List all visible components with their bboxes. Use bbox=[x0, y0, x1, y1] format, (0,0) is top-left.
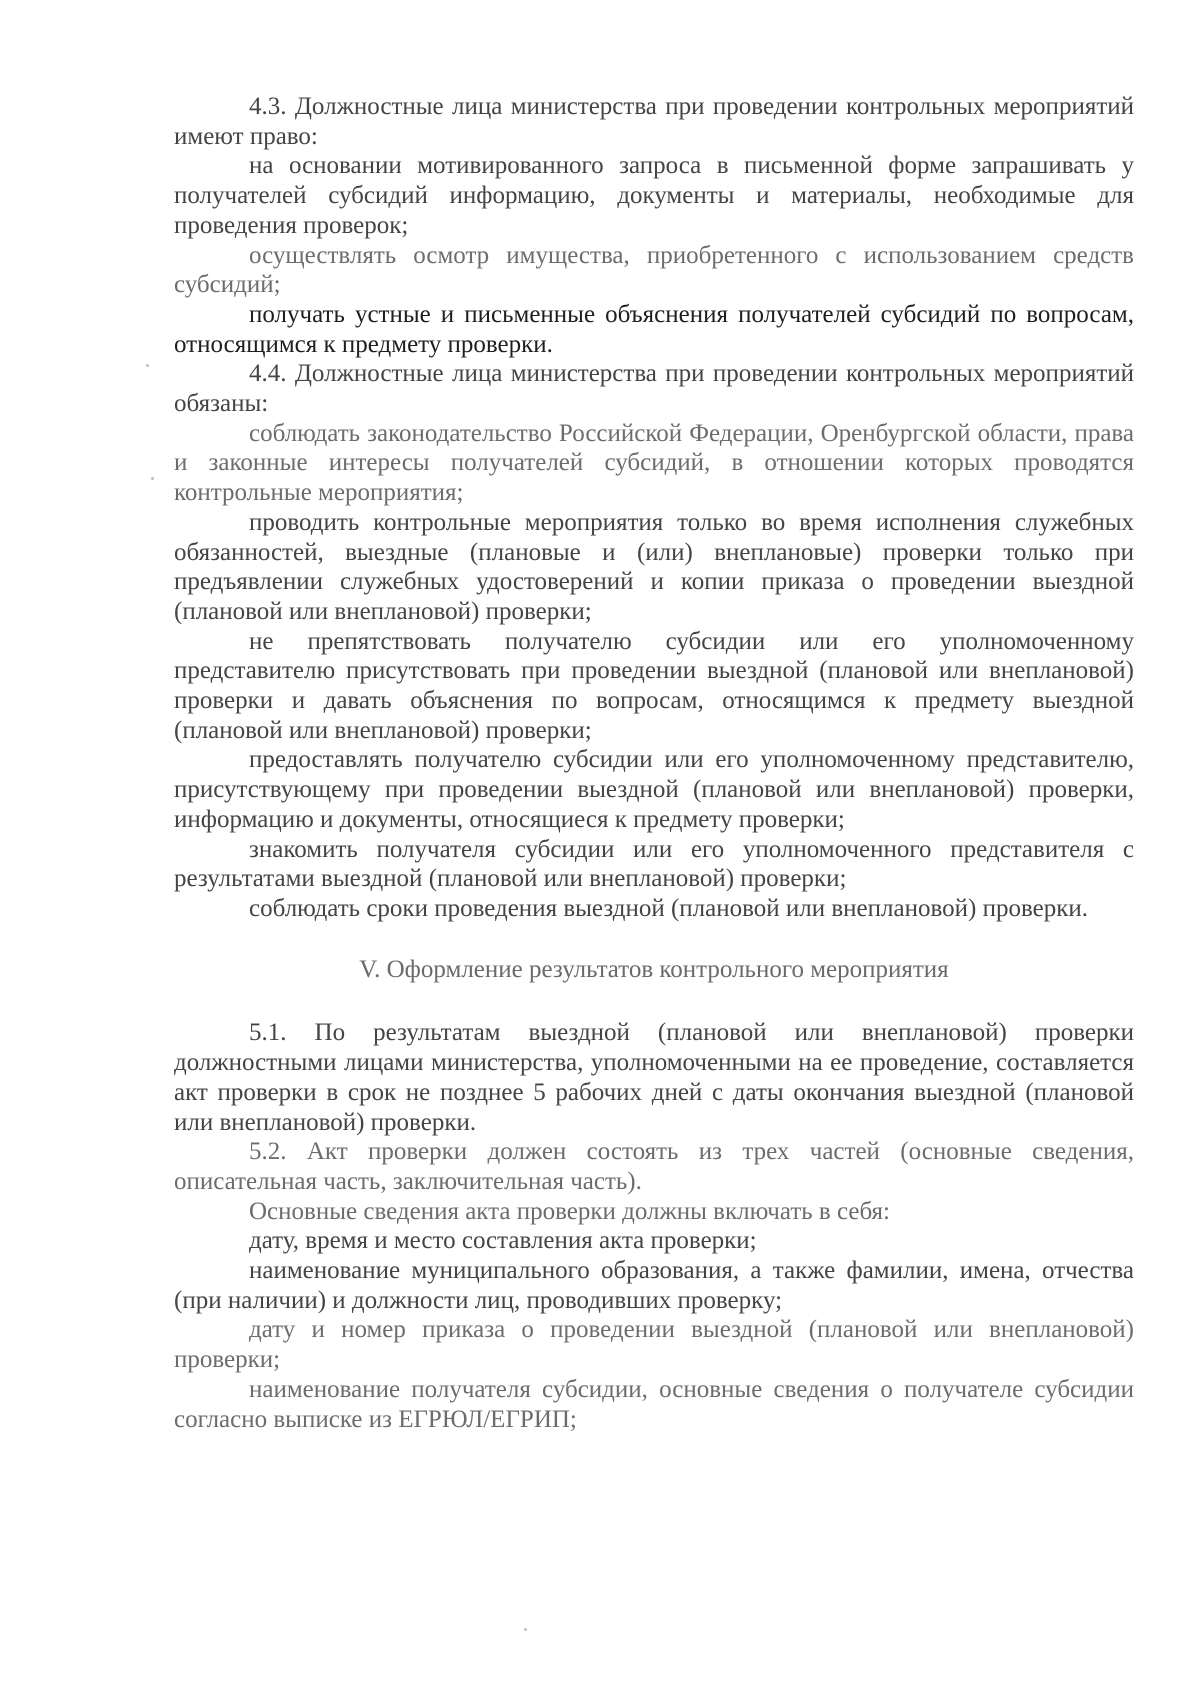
paragraph-4-4-item-acquaint: знакомить получателя субсидии или его уполномоченного представителя с результатами выездной (плановой или внеплановой) проверки; bbox=[174, 835, 1134, 893]
paragraph-4-4: 4.4. Должностные лица министерства при проведении контрольных мероприятий обязаны: bbox=[174, 360, 1134, 418]
scan-margin-mark bbox=[524, 1628, 527, 1631]
paragraph-5-2: 5.2. Акт проверки должен состоять из трех частей (основные сведения, описательная часть, заключительная часть). bbox=[174, 1138, 1134, 1195]
paragraph-4-4-item-provide: предоставлять получателю субсидии или его уполномоченному представителю, присутствующему при проведении выездной (плановой или внеплановой) проверки, информацию и документы, относящиеся к предмету проверки; bbox=[174, 746, 1134, 833]
paragraph-4-3-item-explanations: получать устные и письменные объяснения получателей субсидий по вопросам, относящимся к предмету проверки. bbox=[174, 300, 1134, 358]
paragraph-municipality: наименование муниципального образования, а также фамилии, имена, отчества (при наличии) и должности лиц, проводивших проверку; bbox=[174, 1257, 1134, 1314]
document-page bbox=[174, 92, 1134, 1434]
paragraph-4-3: 4.3. Должностные лица министерства при проведении контрольных мероприятий имеют право: bbox=[174, 93, 1134, 150]
paragraph-4-4-item-deadlines: соблюдать сроки проведения выездной (плановой или внеплановой) проверки. bbox=[249, 894, 1088, 922]
paragraph-basic-info: Основные сведения акта проверки должны включать в себя: bbox=[249, 1197, 891, 1225]
paragraph-5-1: 5.1. По результатам выездной (плановой или внеплановой) проверки должностными лицами министерства, уполномоченными на ее проведение, составляется акт проверки в срок не позднее 5 рабочих дней с даты окончания выездной (плановой или внеплановой) проверки. bbox=[174, 1019, 1134, 1136]
paragraph-date-time-place: дату, время и место составления акта проверки; bbox=[249, 1227, 757, 1255]
paragraph-4-4-item-not-obstruct: не препятствовать получателю субсидии или его уполномоченному представителю присутствовать при проведении выездной (плановой или внеплановой) проверки и давать объяснения по вопросам, относящимся к предмету выездной (плановой или внеплановой) проверки; bbox=[174, 627, 1134, 744]
paragraph-recipient: наименование получателя субсидии, основные сведения о получателе субсидии согласно выписке из ЕГРЮЛ/ЕГРИП; bbox=[174, 1375, 1134, 1433]
paragraph-4-3-item-request: на основании мотивированного запроса в письменной форме запрашивать у получателей субсидий информацию, документы и материалы, необходимые для проведения проверок; bbox=[174, 152, 1134, 239]
paragraph-4-4-item-comply: соблюдать законодательство Российской Федерации, Оренбургской области, права и законные интересы получателей субсидий, в отношении которых проводятся контрольные мероприятия; bbox=[174, 419, 1134, 507]
scan-margin-mark bbox=[151, 477, 154, 480]
paragraph-order: дату и номер приказа о проведении выездной (плановой или внеплановой) проверки; bbox=[174, 1316, 1134, 1374]
paragraph-4-3-item-inspect: осуществлять осмотр имущества, приобретенного с использованием средств субсидий; bbox=[174, 241, 1134, 299]
scan-margin-mark bbox=[146, 364, 149, 367]
section-heading: V. Оформление результатов контрольного мероприятия bbox=[359, 955, 949, 983]
paragraph-4-4-item-conduct: проводить контрольные мероприятия только во время исполнения служебных обязанностей, выездные (плановые и (или) внеплановые) проверки только при предъявлении служебных удостоверений и копии приказа о проведении выездной (плановой или внеплановой) проверки; bbox=[174, 508, 1134, 625]
